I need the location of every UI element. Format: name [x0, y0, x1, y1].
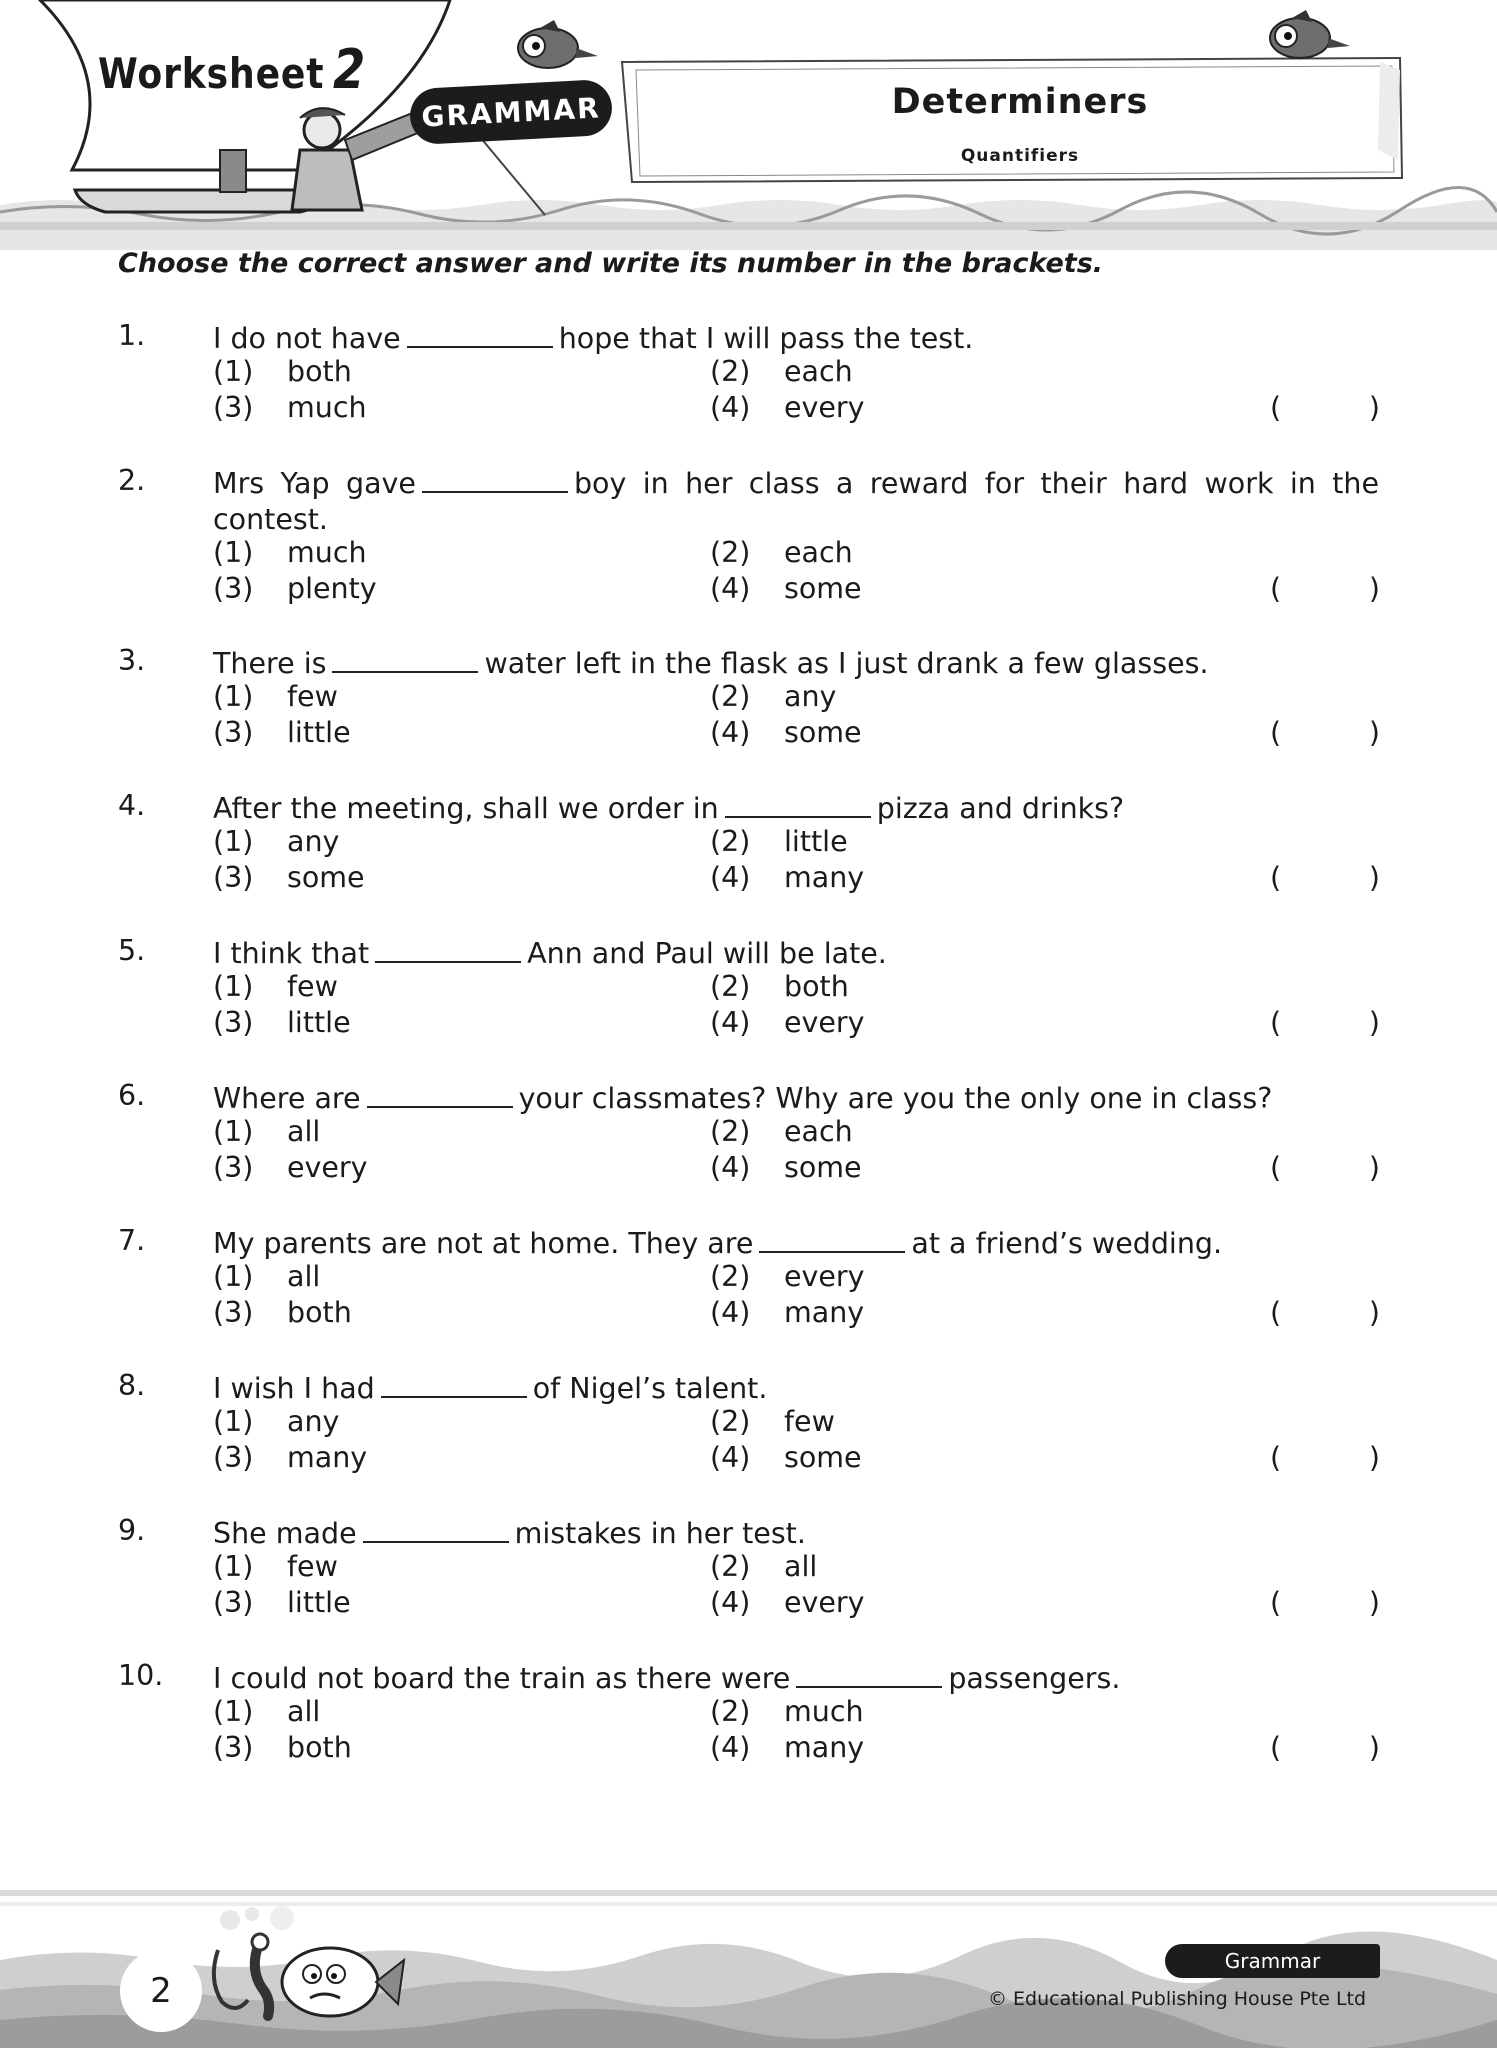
answer-blank	[725, 788, 871, 818]
bracket-open: (	[1270, 1006, 1282, 1039]
stem-after: at a friend’s wedding.	[911, 1227, 1223, 1260]
option-text: some	[784, 716, 862, 749]
footer-grammar-tag: Grammar	[1165, 1944, 1380, 1978]
option-text: few	[287, 970, 338, 1003]
option-number: (4)	[710, 1586, 751, 1619]
stem-before: I could not board the train as there were	[213, 1662, 791, 1695]
answer-brackets[interactable]	[1270, 1005, 1380, 1041]
worksheet-label: Worksheet	[98, 49, 325, 98]
stem-before: I do not have	[213, 322, 401, 355]
answer-brackets[interactable]	[1270, 571, 1380, 607]
bracket-close: )	[1368, 1151, 1380, 1184]
option-number: (4)	[710, 572, 751, 605]
option-text: many	[784, 1731, 865, 1764]
answer-option	[213, 354, 352, 390]
option-number: (4)	[710, 1441, 751, 1474]
question-number: 6.	[118, 1079, 146, 1112]
option-number: (2)	[710, 1115, 751, 1148]
option-text: any	[784, 680, 837, 713]
option-number: (3)	[213, 716, 254, 749]
answer-brackets[interactable]	[1270, 715, 1380, 751]
answer-blank	[363, 1513, 509, 1543]
bracket-close: )	[1368, 861, 1380, 894]
option-number: (3)	[213, 572, 254, 605]
answer-option	[710, 1730, 864, 1766]
question-stem	[213, 1513, 1379, 1552]
question-number: 1.	[118, 319, 146, 352]
option-number: (3)	[213, 1151, 254, 1184]
option-number: (2)	[710, 970, 751, 1003]
answer-option	[213, 679, 338, 715]
question-item	[0, 933, 1497, 1078]
question-list	[0, 318, 1497, 1803]
answer-option	[213, 535, 367, 571]
answer-blank	[332, 643, 478, 673]
answer-option	[710, 1150, 862, 1186]
stem-after: Ann and Paul will be late.	[527, 937, 887, 970]
bracket-open: (	[1270, 861, 1282, 894]
answer-option	[710, 715, 862, 751]
bracket-open: (	[1270, 1151, 1282, 1184]
option-number: (3)	[213, 1006, 254, 1039]
option-number: (1)	[213, 355, 254, 388]
bracket-open: (	[1270, 1441, 1282, 1474]
option-text: many	[287, 1441, 368, 1474]
answer-brackets[interactable]	[1270, 1440, 1380, 1476]
stem-before: Mrs Yap gave	[213, 467, 416, 500]
question-item	[0, 1223, 1497, 1368]
worksheet-number: 2	[333, 38, 367, 101]
answer-option	[213, 969, 338, 1005]
answer-option	[213, 824, 339, 860]
option-text: little	[784, 825, 848, 858]
option-text: each	[784, 536, 853, 569]
option-text: both	[784, 970, 849, 1003]
question-number: 3.	[118, 644, 146, 677]
option-number: (2)	[710, 355, 751, 388]
answer-option	[213, 1404, 339, 1440]
option-text: little	[287, 1586, 351, 1619]
option-number: (4)	[710, 1731, 751, 1764]
answer-option	[710, 679, 836, 715]
option-text: some	[287, 861, 365, 894]
question-item	[0, 318, 1497, 463]
question-item	[0, 1078, 1497, 1223]
option-text: plenty	[287, 572, 377, 605]
answer-option	[213, 1150, 368, 1186]
stem-after: mistakes in her test.	[514, 1517, 806, 1550]
question-item	[0, 1513, 1497, 1658]
answer-option	[213, 1694, 320, 1730]
answer-option	[710, 1585, 865, 1621]
bracket-close: )	[1368, 1731, 1380, 1764]
question-stem	[213, 1078, 1379, 1117]
option-number: (3)	[213, 861, 254, 894]
option-text: some	[784, 1151, 862, 1184]
option-text: all	[287, 1695, 321, 1728]
question-number: 9.	[118, 1514, 146, 1547]
question-number: 4.	[118, 789, 146, 822]
page-subtitle: Quantifiers	[960, 146, 1080, 166]
option-number: (2)	[710, 680, 751, 713]
question-item	[0, 1658, 1497, 1803]
bracket-close: )	[1368, 1006, 1380, 1039]
answer-option	[710, 1259, 865, 1295]
option-number: (1)	[213, 536, 254, 569]
answer-option	[710, 860, 864, 896]
answer-option	[213, 571, 377, 607]
option-text: both	[287, 1296, 352, 1329]
answer-option	[710, 571, 862, 607]
option-text: few	[287, 680, 338, 713]
stem-before: My parents are not at home. They are	[213, 1227, 754, 1260]
option-number: (4)	[710, 1296, 751, 1329]
option-number: (1)	[213, 1260, 254, 1293]
question-number: 7.	[118, 1224, 146, 1257]
option-text: all	[287, 1260, 321, 1293]
answer-option	[710, 824, 848, 860]
option-text: every	[784, 1006, 865, 1039]
worksheet-header	[0, 0, 1497, 250]
option-text: every	[784, 1586, 865, 1619]
bracket-open: (	[1270, 716, 1282, 749]
answer-option	[710, 1440, 862, 1476]
answer-brackets[interactable]	[1270, 1585, 1380, 1621]
answer-option	[213, 715, 351, 751]
answer-option	[213, 1295, 352, 1331]
answer-blank	[375, 933, 521, 963]
bracket-open: (	[1270, 1296, 1282, 1329]
option-number: (1)	[213, 1115, 254, 1148]
option-number: (3)	[213, 1731, 254, 1764]
question-item	[0, 1368, 1497, 1513]
question-stem	[213, 1368, 1379, 1407]
answer-option	[213, 1259, 320, 1295]
option-number: (4)	[710, 861, 751, 894]
worksheet-title	[98, 38, 366, 101]
question-item	[0, 788, 1497, 933]
option-number: (3)	[213, 1296, 254, 1329]
option-number: (1)	[213, 680, 254, 713]
option-number: (1)	[213, 825, 254, 858]
option-number: (2)	[710, 1695, 751, 1728]
option-text: few	[287, 1550, 338, 1583]
question-stem	[213, 788, 1379, 827]
question-number: 5.	[118, 934, 146, 967]
option-text: little	[287, 1006, 351, 1039]
option-number: (3)	[213, 1441, 254, 1474]
stem-after: your classmates? Why are you the only one in class?	[518, 1082, 1273, 1115]
stem-after: hope that I will pass the test.	[558, 322, 974, 355]
answer-blank	[407, 318, 553, 348]
option-number: (2)	[710, 536, 751, 569]
option-number: (4)	[710, 1006, 751, 1039]
answer-option	[710, 1694, 864, 1730]
bird-icon	[1270, 10, 1350, 58]
bracket-close: )	[1368, 572, 1380, 605]
question-stem	[213, 1658, 1379, 1697]
stem-after: passengers.	[948, 1662, 1121, 1695]
option-text: many	[784, 861, 865, 894]
answer-brackets[interactable]	[1270, 390, 1380, 426]
answer-option	[710, 1005, 865, 1041]
option-text: both	[287, 1731, 352, 1764]
option-text: each	[784, 355, 853, 388]
stem-before: Where are	[213, 1082, 361, 1115]
option-text: every	[784, 1260, 865, 1293]
option-text: every	[287, 1151, 368, 1184]
option-text: all	[287, 1115, 321, 1148]
bracket-close: )	[1368, 1296, 1380, 1329]
answer-option	[710, 535, 853, 571]
option-text: any	[287, 1405, 340, 1438]
option-number: (1)	[213, 1550, 254, 1583]
option-number: (1)	[213, 970, 254, 1003]
option-text: much	[287, 391, 367, 424]
option-number: (2)	[710, 1550, 751, 1583]
stem-after: boy in her class a reward for their hard work in the contest.	[213, 467, 1379, 536]
answer-option	[710, 1114, 853, 1150]
answer-brackets[interactable]	[1270, 1730, 1380, 1766]
question-stem	[213, 318, 1379, 357]
option-number: (2)	[710, 1405, 751, 1438]
grammar-badge: GRAMMAR	[409, 79, 614, 145]
answer-option	[213, 1440, 367, 1476]
option-text: any	[287, 825, 340, 858]
question-number: 2.	[118, 464, 146, 497]
option-text: much	[784, 1695, 864, 1728]
option-text: both	[287, 355, 352, 388]
stem-before: She made	[213, 1517, 357, 1550]
option-number: (2)	[710, 825, 751, 858]
option-number: (1)	[213, 1695, 254, 1728]
option-text: little	[287, 716, 351, 749]
question-stem	[213, 643, 1379, 682]
answer-brackets[interactable]	[1270, 860, 1380, 896]
answer-blank	[367, 1078, 513, 1108]
answer-option	[213, 1585, 351, 1621]
question-number: 8.	[118, 1369, 146, 1402]
answer-option	[710, 354, 853, 390]
answer-option	[710, 390, 865, 426]
answer-option	[213, 1549, 338, 1585]
bracket-open: (	[1270, 1586, 1282, 1619]
option-number: (1)	[213, 1405, 254, 1438]
option-text: few	[784, 1405, 835, 1438]
bird-icon	[518, 20, 598, 68]
answer-option	[710, 969, 849, 1005]
answer-blank	[796, 1658, 942, 1688]
option-text: much	[287, 536, 367, 569]
answer-option	[213, 1114, 320, 1150]
bracket-close: )	[1368, 391, 1380, 424]
bracket-open: (	[1270, 1731, 1282, 1764]
answer-brackets[interactable]	[1270, 1150, 1380, 1186]
option-number: (3)	[213, 1586, 254, 1619]
bracket-open: (	[1270, 572, 1282, 605]
answer-option	[213, 390, 367, 426]
option-text: some	[784, 1441, 862, 1474]
bracket-close: )	[1368, 1586, 1380, 1619]
answer-option	[710, 1404, 835, 1440]
question-stem	[213, 463, 1379, 538]
answer-blank	[381, 1368, 527, 1398]
option-text: many	[784, 1296, 865, 1329]
option-text: every	[784, 391, 865, 424]
instruction-text: Choose the correct answer and write its number in the brackets.	[118, 248, 1104, 279]
option-text: each	[784, 1115, 853, 1148]
bracket-close: )	[1368, 1441, 1380, 1474]
copyright-text: © Educational Publishing House Pte Ltd	[988, 1988, 1367, 2010]
question-item	[0, 463, 1497, 643]
stem-after: water left in the flask as I just drank a few glasses.	[484, 647, 1209, 680]
page-footer	[0, 1890, 1497, 2048]
question-item	[0, 643, 1497, 788]
option-text: all	[784, 1550, 818, 1583]
question-stem	[213, 1223, 1379, 1262]
option-number: (4)	[710, 1151, 751, 1184]
question-number: 10.	[118, 1659, 164, 1692]
bracket-open: (	[1270, 391, 1282, 424]
bracket-close: )	[1368, 716, 1380, 749]
stem-after: of Nigel’s talent.	[532, 1372, 768, 1405]
page-title: Determiners	[891, 82, 1149, 122]
option-number: (4)	[710, 716, 751, 749]
answer-blank	[422, 463, 568, 493]
option-number: (3)	[213, 391, 254, 424]
answer-option	[213, 1730, 352, 1766]
stem-before: I wish I had	[213, 1372, 375, 1405]
option-number: (2)	[710, 1260, 751, 1293]
stem-before: I think that	[213, 937, 370, 970]
answer-option	[710, 1295, 864, 1331]
question-stem	[213, 933, 1379, 972]
stem-after: pizza and drinks?	[876, 792, 1125, 825]
page-number: 2	[120, 1950, 202, 2032]
answer-option	[710, 1549, 817, 1585]
answer-option	[213, 1005, 351, 1041]
option-number: (4)	[710, 391, 751, 424]
stem-before: There is	[213, 647, 327, 680]
answer-option	[213, 860, 365, 896]
option-text: some	[784, 572, 862, 605]
answer-blank	[759, 1223, 905, 1253]
answer-brackets[interactable]	[1270, 1295, 1380, 1331]
stem-before: After the meeting, shall we order in	[213, 792, 719, 825]
